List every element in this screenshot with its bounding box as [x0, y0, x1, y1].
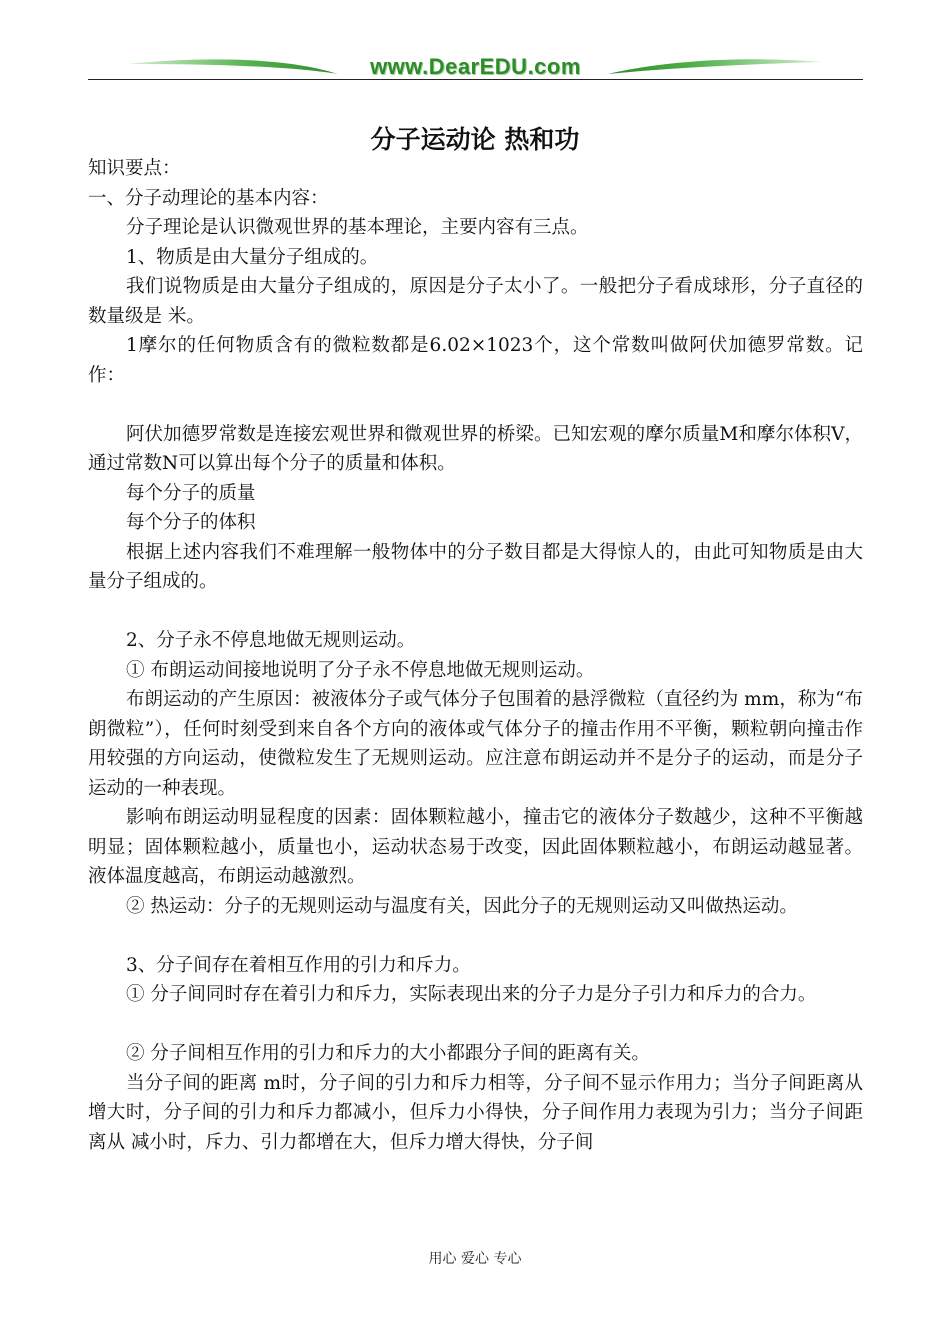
body-paragraph: 根据上述内容我们不难理解一般物体中的分子数目都是大得惊人的，由此可知物质是由大量分子组成的。	[88, 541, 863, 592]
blank-line	[88, 390, 863, 420]
blank-line	[88, 597, 863, 627]
document-title: 分子运动论 热和功	[370, 125, 580, 154]
body-paragraph: 我们说物质是由大量分子组成的，原因是分子太小了。一般把分子看成球形，分子直径的数量级是 米。	[88, 276, 863, 327]
blank-line	[88, 921, 863, 951]
body-paragraph: 影响布朗运动明显程度的因素：固体颗粒越小，撞击它的液体分子数越少，这种不平衡越明显；固体颗粒越小，质量也小，运动状态易于改变，因此固体颗粒越小，布朗运动越显著。液体温度越高，布朗运动越激烈。	[88, 807, 863, 887]
page-footer: 用心 爱心 专心	[428, 1251, 522, 1267]
body-paragraph: ② 分子间相互作用的引力和斥力的大小都跟分子间的距离有关。	[126, 1043, 650, 1064]
body-paragraph: 阿伏加德罗常数是连接宏观世界和微观世界的桥梁。已知宏观的摩尔质量M和摩尔体积V，通过常数N可以算出每个分子的质量和体积。	[88, 423, 863, 474]
body-paragraph: 1、物质是由大量分子组成的。	[126, 246, 379, 268]
header-divider	[88, 79, 863, 80]
blank-line	[88, 1010, 863, 1040]
body-paragraph: ① 布朗运动间接地说明了分子永不停息地做无规则运动。	[126, 659, 595, 681]
site-logo-text: www.DearEDU.com	[370, 54, 581, 79]
body-paragraph: 布朗运动的产生原因：被液体分子或气体分子包围着的悬浮微粒（直径约为 mm，称为“布朗微粒”），任何时刻受到来自各个方向的液体或气体分子的撞击作用不平衡，颗粒朝向撞击作用较强的方向运动，使微粒发生了无规则运动。应注意布朗运动并不是分子的运动，而是分子运动的一种表现。	[88, 689, 863, 799]
body-paragraph: ① 分子间同时存在着引力和斥力，实际表现出来的分子力是分子引力和斥力的合力。	[126, 984, 817, 1005]
body-paragraph: 3、分子间存在着相互作用的引力和斥力。	[126, 954, 471, 976]
document-body	[88, 154, 863, 1157]
body-paragraph: 1摩尔的任何物质含有的微粒数都是6.02×1023个，这个常数叫做阿伏加德罗常数。记作：	[88, 335, 863, 386]
body-paragraph: 一、分子动理论的基本内容：	[88, 187, 329, 209]
body-paragraph: 分子理论是认识微观世界的基本理论，主要内容有三点。	[126, 217, 589, 238]
body-paragraph: 2、分子永不停息地做无规则运动。	[126, 630, 416, 651]
body-paragraph: ② 热运动：分子的无规则运动与温度有关，因此分子的无规则运动又叫做热运动。	[126, 895, 798, 917]
body-paragraph: 当分子间的距离 m时，分子间的引力和斥力相等，分子间不显示作用力；当分子间距离从 增大时，分子间的引力和斥力都减小，但斥力小得快，分子间作用力表现为引力；当分子间距离从 减小时，斥力、引力都增在大，但斥力增大得快，分子间	[88, 1072, 863, 1153]
site-header-banner	[88, 52, 863, 82]
body-paragraph: 每个分子的体积	[126, 512, 256, 533]
body-paragraph: 知识要点：	[88, 158, 181, 179]
body-paragraph: 每个分子的质量	[126, 482, 256, 504]
